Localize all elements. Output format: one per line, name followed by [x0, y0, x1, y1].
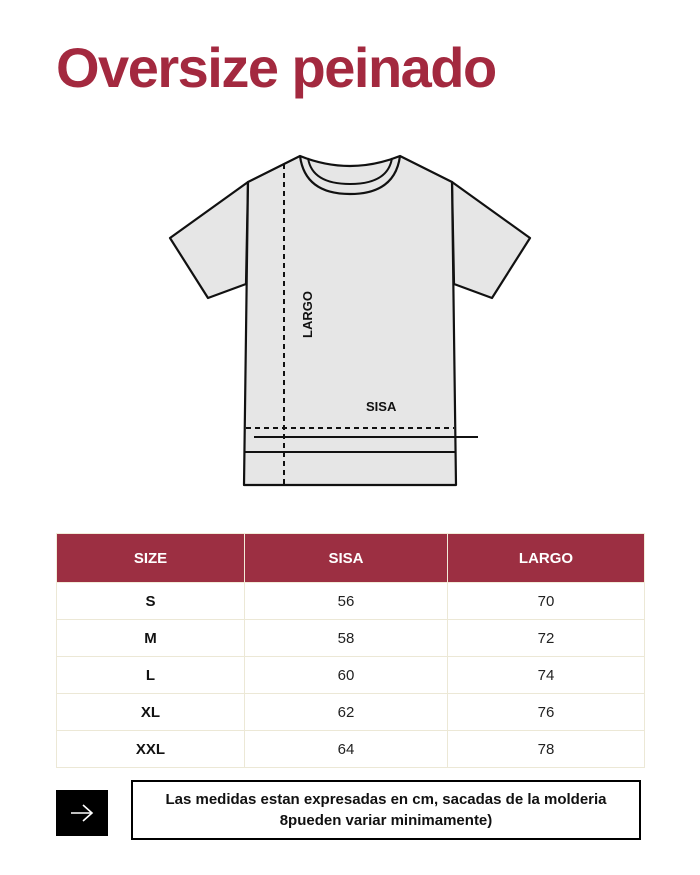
table-header-row [57, 534, 645, 583]
sisa-label: SISA [366, 399, 397, 414]
size-cell: XXL [57, 731, 245, 768]
arrow-right-icon [69, 803, 95, 823]
sisa-cell: 56 [245, 583, 448, 620]
largo-cell: 78 [448, 731, 645, 768]
measurement-note: Las medidas estan expresadas en cm, sacadas de la molderia 8pueden variar minimamente) [131, 780, 641, 840]
size-table [56, 533, 645, 768]
size-cell: XL [57, 694, 245, 731]
header-largo: LARGO [448, 534, 645, 583]
page-title: Oversize peinado [56, 36, 496, 99]
size-cell: S [57, 583, 245, 620]
size-cell: M [57, 620, 245, 657]
header-sisa: SISA [245, 534, 448, 583]
next-button[interactable] [56, 790, 108, 836]
largo-cell: 70 [448, 583, 645, 620]
size-cell: L [57, 657, 245, 694]
header-size: SIZE [57, 534, 245, 583]
table-row [57, 731, 645, 768]
largo-label: LARGO [300, 291, 315, 338]
sisa-cell: 62 [245, 694, 448, 731]
table-row [57, 583, 645, 620]
table-row [57, 620, 645, 657]
tshirt-diagram [160, 148, 540, 498]
table-row [57, 657, 645, 694]
table-row [57, 694, 645, 731]
largo-cell: 72 [448, 620, 645, 657]
tshirt-illustration [160, 148, 540, 498]
sisa-cell: 58 [245, 620, 448, 657]
sisa-cell: 64 [245, 731, 448, 768]
largo-cell: 76 [448, 694, 645, 731]
sisa-cell: 60 [245, 657, 448, 694]
largo-cell: 74 [448, 657, 645, 694]
